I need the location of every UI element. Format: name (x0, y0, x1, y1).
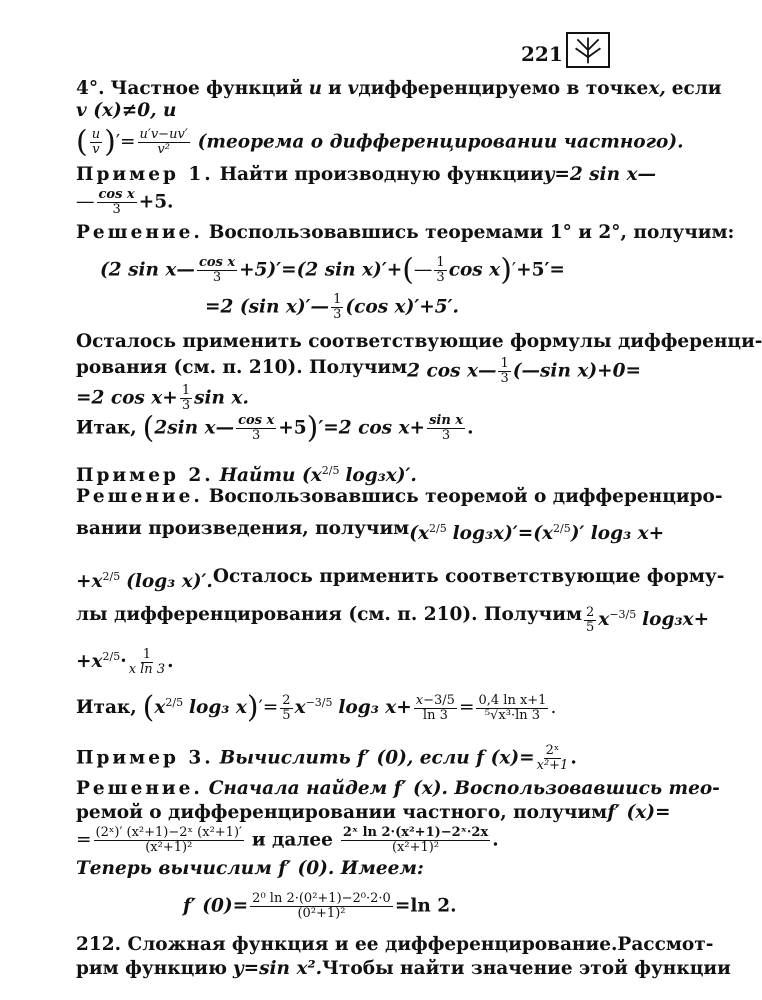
example1-rest3: =2 cos x+ $\frac{1}{3}$ sin x. (76, 383, 249, 413)
item4-line1: 4°. Частное функций u и v дифференцируемо в точке x, если (76, 78, 722, 99)
example2-task: Пример 2. Найти ($x^{2/5}$ log₃x)′. (76, 464, 417, 487)
publisher-emblem-icon (566, 32, 610, 68)
example1-task: Пример 1. Найти производную функции y=2 sin x— (76, 164, 657, 185)
example1-eq1: (2 sin x— $\frac{\text{cos x}}{3}$ +5)′=(2 sin x)′+(— $\frac{1}{3}$ cos x)′+5′= (100, 252, 565, 288)
example3-result: f′ (0)= $\frac{\text{2⁰ ln 2·(0²+1)−2⁰·2·0}}{\text{(0²+1)²}}$ =ln 2. (183, 891, 457, 921)
example2-itak: Итак, ($x^{2/5}$ log₃ x)′= $\frac{2}{5}$ $x^{-3/5}$ log₃ x+ $\frac{x-3/5}{\ln 3}$ = $\frac{\text{0,4 ln x+1}}{\text{⁵√x³·ln 3}}$ . (76, 690, 557, 726)
example3-solution: Решение. Сначала найдем f′ (x). Воспользовавшись тео- (76, 778, 720, 799)
example2-line4: лы дифференцирования (см. п. 210). Получим $\frac{2}{5}$ $x^{-3/5}$ log₃x+ (76, 604, 710, 635)
example1-itak: Итак, (2sin x— $\frac{\text{cos x}}{3}$ +5)′=2 cos x+ $\frac{\text{sin x}}{3}$ . (76, 410, 474, 446)
example3-line4: Теперь вычислим f′ (0). Имеем: (76, 858, 424, 879)
example2-line5: $+x^{2/5}\cdot$ $\frac{1}{\text{x ln 3}}$ . (76, 646, 174, 677)
example1-rest2: рования (см. п. 210). Получим 2 cos x— $\frac{1}{3}$ (—sin x)+0= (76, 356, 642, 386)
section-212-line2: рим функцию y=sin x². Чтобы найти значение этой функции (76, 958, 731, 979)
example3-line3: = $\frac{\text{(2ˣ)′ (x²+1)−2ˣ (x²+1)′}}{\text{(x²+1)²}}$ и далее $\frac{\text{2ˣ ln 2·(x²+1)−2ˣ·2x}}{\text{(x²+1)²}}$ . (76, 825, 499, 855)
example3-line2: ремой о дифференцировании частного, получим f′ (x)= (76, 802, 671, 823)
example3-task: Пример 3. Вычислить f′ (0), если f (x)= $\frac{\text{2ˣ}}{\text{x²+1}}$ . (76, 743, 577, 773)
section-212-title: 212. Сложная функция и ее дифференцирование. Рассмот- (76, 934, 714, 955)
example1-eq2: =2 (sin x)′— $\frac{1}{3}$ (cos x)′+5′. (205, 292, 459, 322)
example1-rest1: Осталось применить соответствующие формулы дифференци- (76, 331, 762, 352)
item4-formula: ( $\frac{u}{v}$ )′= $\frac{u'v-uv'}{\text{v²}}$ (теорема о дифференцировании частного). (76, 124, 684, 160)
item4-line2: v (x)≠0, и (76, 100, 177, 121)
example2-solution: Решение. Воспользовавшись теоремой о дифференциро- (76, 486, 723, 507)
example2-line2: вании произведения, получим ($x^{2/5}$ $\log_3x)'=(x^{2/5})'$ log₃ x+ (76, 518, 665, 545)
example1-task-cont: — $\frac{\text{cos x}}{3}$ +5. (76, 187, 174, 217)
example1-solution: Решение. Воспользовавшись теоремами 1° и 2°, получим: (76, 222, 735, 243)
example2-line3: $+x^{2/5}$ (log₃ x)′. Осталось применить соответствующие форму- (76, 566, 725, 593)
page-number: 221 (521, 42, 563, 66)
